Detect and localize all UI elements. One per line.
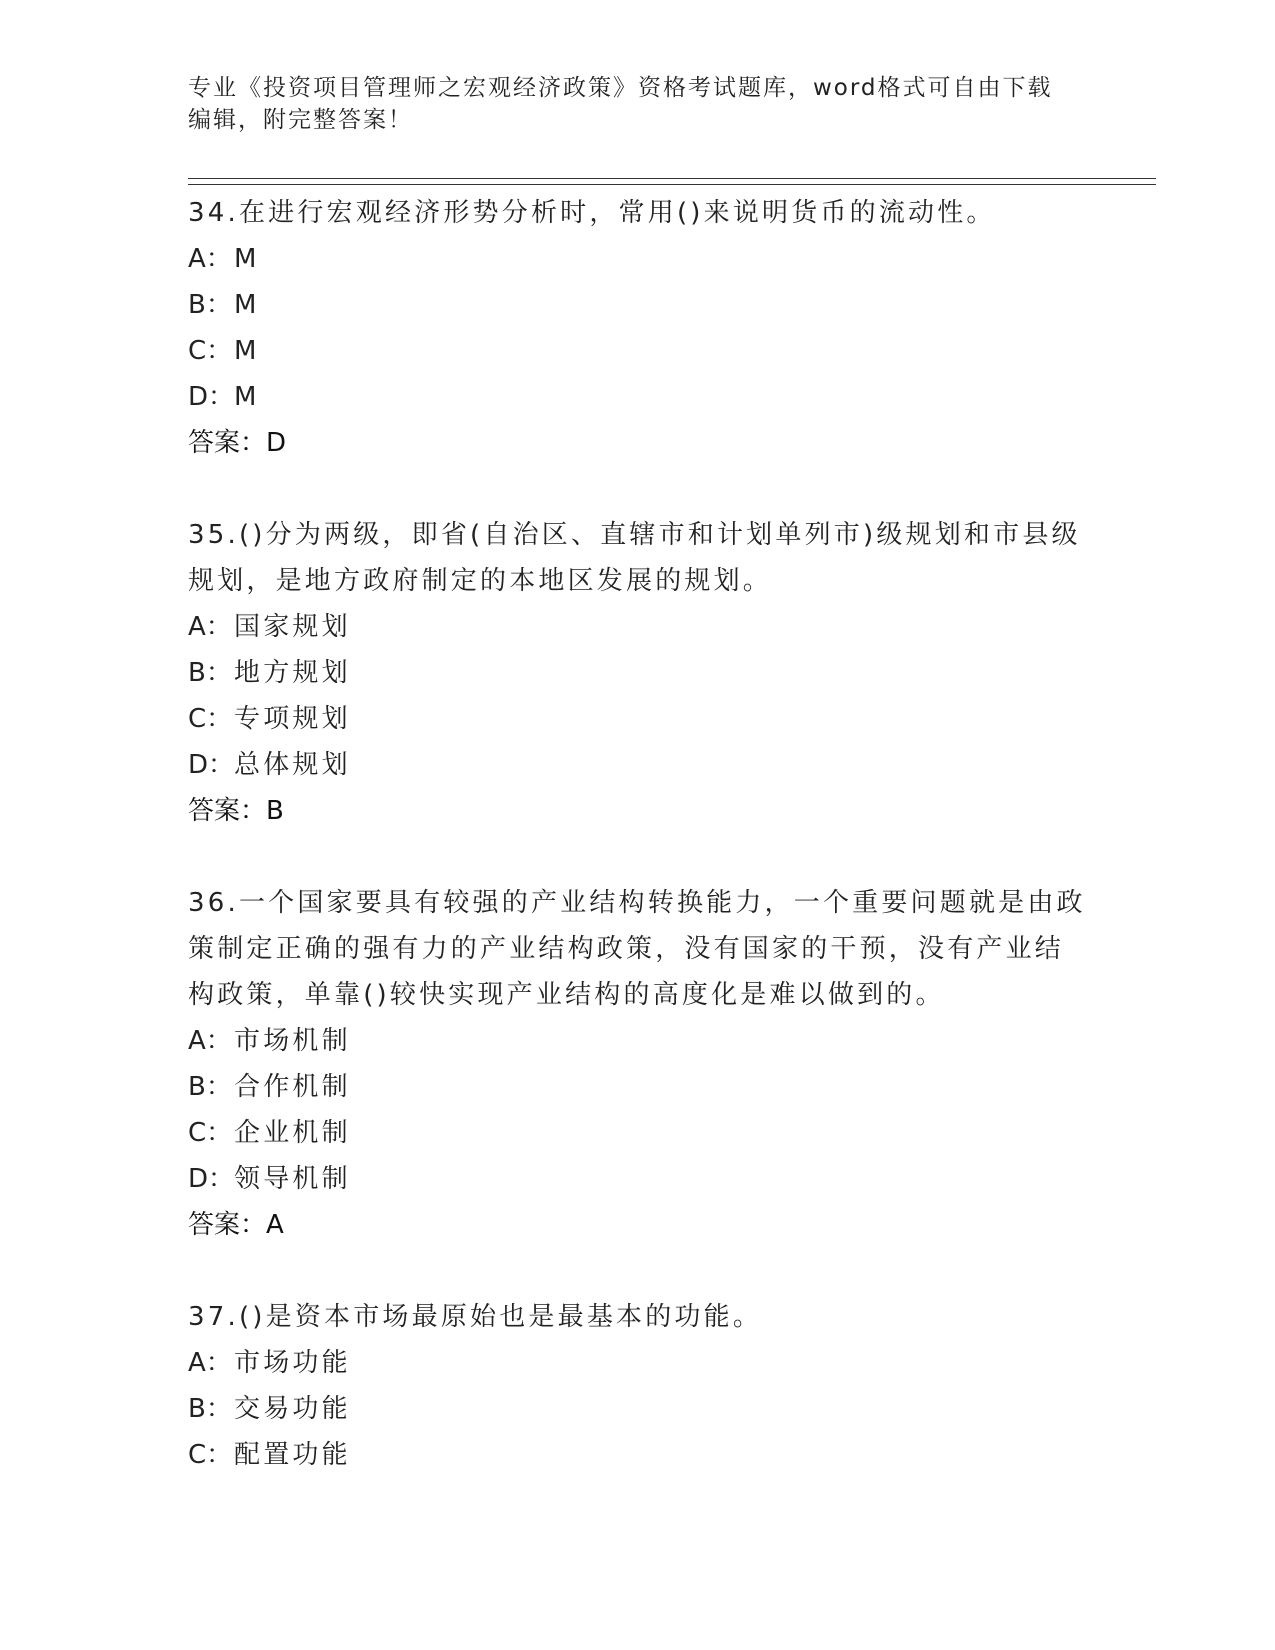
option-b (188, 1386, 1088, 1432)
option-c (188, 1110, 1088, 1156)
question-34 (188, 190, 1088, 466)
header-divider-top (188, 178, 1156, 179)
option-letter: B： (188, 1394, 232, 1424)
option-text: M (234, 244, 260, 274)
question-35 (188, 512, 1088, 834)
option-letter: D： (188, 382, 235, 412)
header-divider-bottom (188, 184, 1156, 185)
option-a (188, 604, 1088, 650)
option-d (188, 1156, 1088, 1202)
option-letter: A： (188, 1026, 232, 1056)
option-letter: B： (188, 658, 232, 688)
option-letter: B： (188, 290, 232, 320)
option-letter: D： (188, 750, 235, 780)
option-text: M (234, 336, 260, 366)
option-b (188, 1064, 1088, 1110)
option-text: M (234, 290, 260, 320)
option-letter: C： (188, 1118, 233, 1148)
option-letter: A： (188, 1348, 232, 1378)
option-a (188, 1340, 1088, 1386)
option-c (188, 696, 1088, 742)
question-stem: 36.一个国家要具有较强的产业结构转换能力，一个重要问题就是由政策制定正确的强有力的产业结构政策，没有国家的干预，没有产业结构政策，单靠()较快实现产业结构的高度化是难以做到的。 (188, 888, 1086, 1010)
option-letter: A： (188, 244, 232, 274)
option-letter: C： (188, 336, 233, 366)
question-36 (188, 880, 1088, 1248)
option-text: 专项规划 (234, 704, 351, 734)
document-header: 专业《投资项目管理师之宏观经济政策》资格考试题库，word格式可自由下载编辑，附完整答案！ (188, 75, 1053, 133)
answer-line: 答案：D (188, 428, 287, 458)
option-text: 企业机制 (234, 1118, 351, 1148)
answer-line: 答案：B (188, 796, 284, 826)
option-letter: C： (188, 704, 233, 734)
option-c (188, 1432, 1088, 1478)
option-a (188, 1018, 1088, 1064)
option-text: 合作机制 (234, 1072, 351, 1102)
question-stem: 37.()是资本市场最原始也是最基本的功能。 (188, 1302, 763, 1332)
option-letter: A： (188, 612, 232, 642)
option-letter: B： (188, 1072, 232, 1102)
question-stem: 34.在进行宏观经济形势分析时，常用()来说明货币的流动性。 (188, 198, 996, 228)
option-text: 国家规划 (234, 612, 351, 642)
question-37 (188, 1294, 1088, 1478)
option-d (188, 742, 1088, 788)
question-list (188, 190, 1088, 1524)
answer-line: 答案：A (188, 1210, 284, 1240)
option-text: 市场机制 (234, 1026, 351, 1056)
option-b (188, 650, 1088, 696)
option-letter: C： (188, 1440, 233, 1470)
option-text: 地方规划 (234, 658, 351, 688)
option-text: 市场功能 (234, 1348, 351, 1378)
option-text: 交易功能 (234, 1394, 351, 1424)
option-a (188, 236, 1088, 282)
option-text: 配置功能 (234, 1440, 351, 1470)
option-text: M (234, 382, 260, 412)
question-stem: 35.()分为两级，即省(自治区、直辖市和计划单列市)级规划和市县级规划，是地方政府制定的本地区发展的规划。 (188, 520, 1081, 596)
option-b (188, 282, 1088, 328)
option-letter: D： (188, 1164, 235, 1194)
option-text: 领导机制 (234, 1164, 351, 1194)
option-text: 总体规划 (234, 750, 351, 780)
option-c (188, 328, 1088, 374)
option-d (188, 374, 1088, 420)
